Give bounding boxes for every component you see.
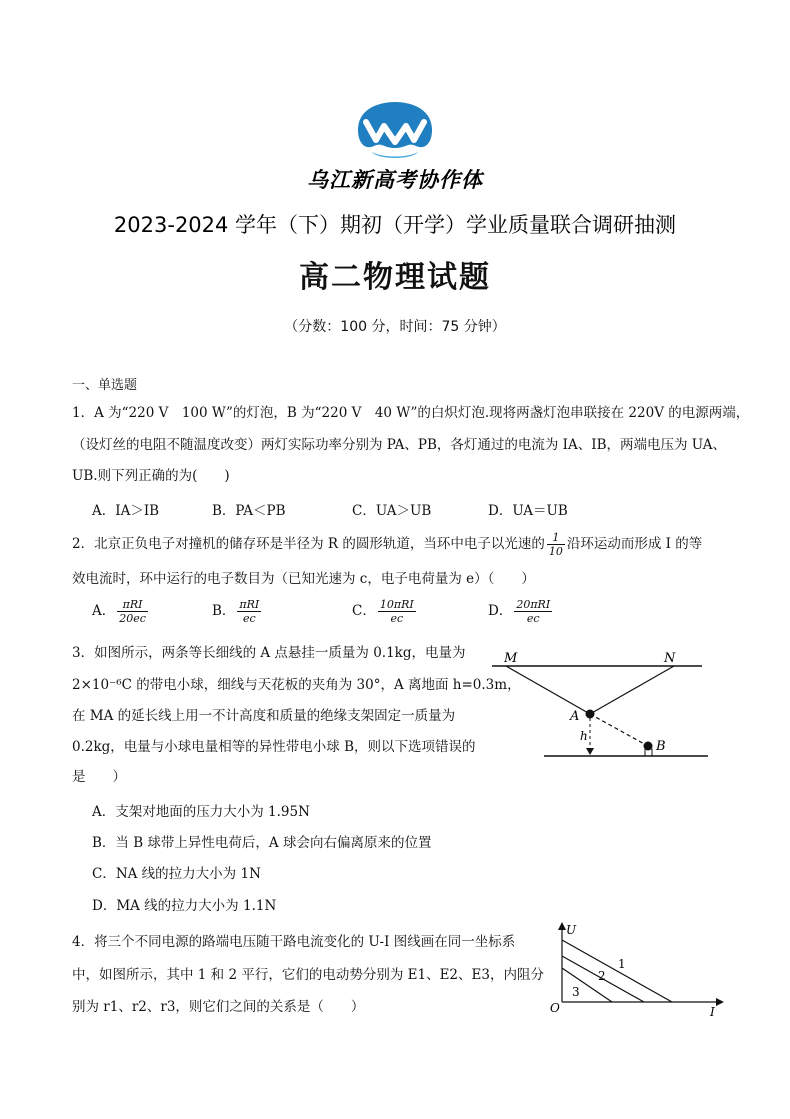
q2-fraction [547,531,565,558]
label-u: U [566,923,577,937]
label-b: B [656,739,666,754]
q4-line-1: 4．将三个不同电源的路端电压随干路电流变化的 U-I 图线画在同一坐标系 [72,934,516,950]
label-o: O [550,1001,560,1015]
q4-line-3: 别为 r1、r2、r3，则它们之间的关系是（ ） [72,999,365,1015]
label-line-3: 3 [572,985,580,999]
logo-icon [350,100,440,162]
label-i: I [710,1005,715,1016]
q2-option-c-label: C． [352,603,376,619]
height-arrow [586,748,594,755]
q2-option-a[interactable] [92,598,150,625]
string-na [590,666,674,714]
section-title: 一、单选题 [72,378,138,393]
q2-option-b[interactable] [212,598,263,625]
q2-option-b-label: B． [212,603,236,619]
q2-option-d[interactable] [488,598,554,625]
q2-option-c-frac [378,598,416,625]
q2-option-b-num: πRI [239,598,260,611]
q3-line-3: 在 MA 的延长线上用一不计高度和质量的绝缘支架固定一质量为 [72,708,456,724]
q2-option-a-num: πRI [117,598,148,612]
q3-option-b[interactable]: B．当 B 球带上异性电荷后，A 球会向右偏离原来的位置 [92,835,432,851]
q3-line-1: 3．如图所示，两条等长细线的 A 点悬挂一质量为 0.1kg，电量为 [72,645,466,661]
q2-option-d-num: 20πRI [516,598,551,611]
q2-option-d-label: D． [488,603,513,619]
q3-line-4: 0.2kg，电量与小球电量相等的异性带电小球 B，则以下选项错误的 [72,739,476,755]
extension-dashed [590,714,648,746]
label-m: M [504,651,518,666]
q2-option-c-den: ec [390,612,404,625]
q2-line-1a: 2．北京正负电子对撞机的储存环是半径为 R 的圆形轨道，当环中电子以光速的 [72,536,545,552]
q1-line-3: UB.则下列正确的为( ) [72,468,230,484]
q3-option-c[interactable]: C．NA 线的拉力大小为 1N [92,866,261,882]
q2-frac-den: 10 [548,545,563,558]
q3-line-2: 2×10⁻⁶C 的带电小球，细线与天花板的夹角为 30°，A 离地面 h=0.3m， [72,677,521,693]
subject-title: 高二物理试题 [299,260,491,295]
score-info: （分数：100 分，时间：75 分钟） [284,319,506,335]
label-line-2: 2 [598,969,606,983]
i-axis-arrow [716,998,724,1006]
q2-line-1b: 沿环运动而形成 I 的等 [566,536,703,552]
q3-line-5: 是 ） [72,769,126,785]
q2-option-c-num: 10πRI [379,598,414,611]
q1-option-d[interactable]: D．UA＝UB [488,503,568,519]
q3-option-d[interactable]: D．MA 线的拉力大小为 1.1N [92,898,277,914]
q1-option-b[interactable]: B．PA＜PB [212,503,286,519]
label-line-1: 1 [618,957,626,971]
u-axis-arrow [558,922,566,930]
q4-line-2: 中，如图所示，其中 1 和 2 平行，它们的电动势分别为 E1、E2、E3，内阻分 [72,967,544,983]
q2-option-a-den: 20ec [119,612,146,625]
string-ma [506,666,590,714]
org-name: 乌江新高考协作体 [307,168,483,192]
q3-option-a[interactable]: A．支架对地面的压力大小为 1.95N [92,804,310,820]
q4-ui-graph [546,918,726,1016]
q2-option-d-frac [514,598,552,625]
exam-title: 2023-2024 学年（下）期初（开学）学业质量联合调研抽测 [113,213,677,237]
q2-line-2: 效电流时，环中运行的电子数目为（已知光速为 c，电子电荷量为 e）（ ） [72,571,535,587]
q1-option-c[interactable]: C．UA＞UB [352,503,432,519]
label-h: h [580,729,588,743]
q1-option-a[interactable]: A．IA＞IB [92,503,160,519]
q1-line-1: 1．A 为“220 V 100 W”的灯泡，B 为“220 V 40 W”的白炽灯泡.现将两盏灯泡串联接在 220V 的电源两端， [72,405,750,421]
q2-option-b-den: ec [243,612,256,625]
q2-option-a-frac [117,598,148,625]
q3-diagram [488,648,718,768]
label-a: A [570,709,580,724]
q2-frac-num: 1 [547,531,565,545]
q2-option-a-label: A． [92,603,116,619]
ball-a [586,710,595,719]
q1-line-2: （设灯丝的电阻不随温度改变）两灯实际功率分别为 PA、PB，各灯通过的电流为 IA、IB，两端电压为 UA、 [72,437,727,453]
q2-line-1 [72,531,702,558]
label-n: N [664,651,676,666]
q2-option-b-frac [237,598,261,625]
q2-option-d-den: ec [526,612,540,625]
q2-option-c[interactable] [352,598,418,625]
